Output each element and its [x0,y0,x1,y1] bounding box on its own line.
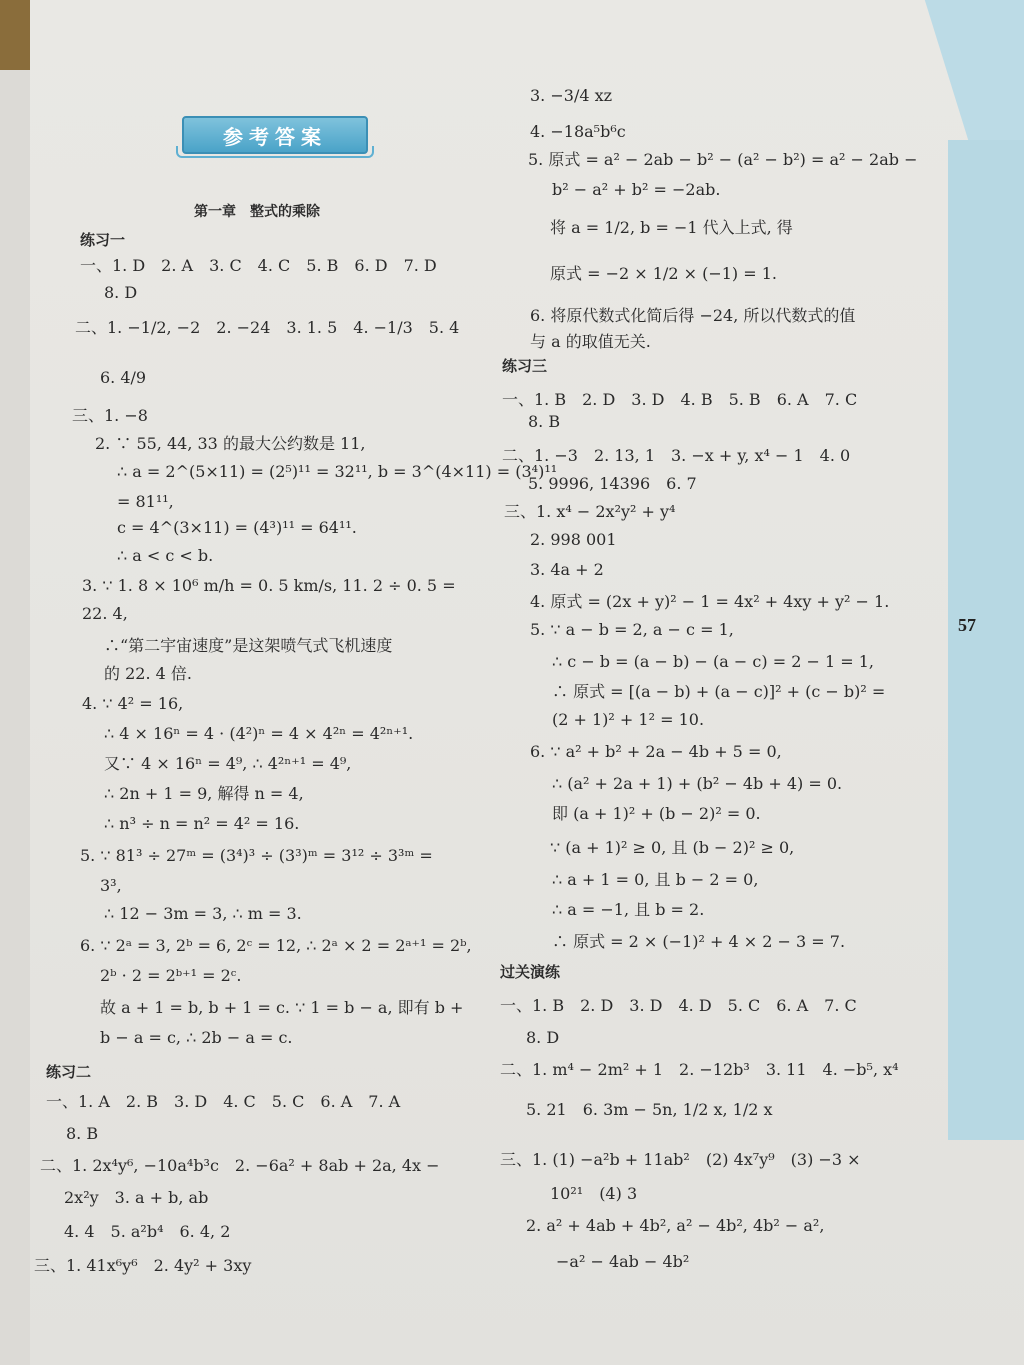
left-answer-line: c = 4^(3×11) = (4³)¹¹ = 64¹¹. [117,518,357,537]
left-answer-line: ∴ a < c < b. [117,546,214,565]
right-answer-line: 即 (a + 1)² + (b − 2)² = 0. [552,804,761,823]
right-answer-line: 2. 998 001 [530,530,617,549]
right-answer-line: 5. 原式 = a² − 2ab − b² − (a² − b²) = a² − 2ab − [528,150,918,169]
right-answer-line: ∴ (a² + 2a + 1) + (b² − 4b + 4) = 0. [552,774,843,793]
left-section-heading: 练习一 [80,231,126,249]
right-answer-line: 8. B [528,412,561,431]
right-answer-line: 二、1. m⁴ − 2m² + 1 2. −12b³ 3. 11 4. −b⁵, x⁴ [500,1060,899,1079]
right-answer-line: 三、1. x⁴ − 2x²y² + y⁴ [504,502,676,521]
right-answer-line: 5. ∵ a − b = 2, a − c = 1, [530,620,734,639]
right-answer-line: 将 a = 1/2, b = −1 代入上式, 得 [550,218,793,237]
right-answer-line: ∴ 原式 = [(a − b) + (a − c)]² + (c − b)² = [552,682,886,701]
left-answer-line: ∴ 2n + 1 = 9, 解得 n = 4, [104,784,304,803]
right-answer-line: 与 a 的取值无关. [530,332,651,351]
left-answer-line: 2. ∵ 55, 44, 33 的最大公约数是 11, [95,434,366,453]
left-answer-line: b − a = c, ∴ 2b − a = c. [100,1028,293,1047]
left-answer-line: ∴ 12 − 3m = 3, ∴ m = 3. [104,904,302,923]
left-section-heading: 练习二 [46,1063,92,1081]
right-answer-line: ∵ (a + 1)² ≥ 0, 且 (b − 2)² ≥ 0, [550,838,795,857]
left-answer-line: 6. 4/9 [100,368,147,387]
left-answer-line: 8. D [104,283,138,302]
left-answer-line: 一、1. D 2. A 3. C 4. C 5. B 6. D 7. D [80,256,437,275]
left-answer-line: 8. B [66,1124,99,1143]
right-answer-line: 8. D [526,1028,560,1047]
left-answer-line: ∴ a = 2^(5×11) = (2⁵)¹¹ = 32¹¹, b = 3^(4×11) = (3⁴)¹¹ [117,462,558,481]
right-answer-line: 4. −18a⁵b⁶c [530,122,626,141]
right-answer-line: 原式 = −2 × 1/2 × (−1) = 1. [550,264,777,283]
left-answer-line: 故 a + 1 = b, b + 1 = c. ∵ 1 = b − a, 即有 b + [100,998,464,1017]
right-answer-line: 三、1. (1) −a²b + 11ab² (2) 4x⁷y⁹ (3) −3 × [500,1150,861,1169]
left-answer-line: = 81¹¹, [117,492,174,511]
page-number: 57 [958,615,976,635]
right-answer-line: 10²¹ (4) 3 [550,1184,638,1203]
left-answer-line: 5. ∵ 81³ ÷ 27ᵐ = (3⁴)³ ÷ (3³)ᵐ = 3¹² ÷ 3³ᵐ = [80,846,433,865]
right-section-heading: 过关演练 [500,963,561,981]
right-answer-line: 6. ∵ a² + b² + 2a − 4b + 5 = 0, [530,742,782,761]
right-answer-line: 一、1. B 2. D 3. D 4. B 5. B 6. A 7. C [502,390,858,409]
left-answer-line: 4. 4 5. a²b⁴ 6. 4, 2 [64,1222,231,1241]
left-answer-line: 3³, [100,876,122,895]
left-answer-line: 6. ∵ 2ᵃ = 3, 2ᵇ = 6, 2ᶜ = 12, ∴ 2ᵃ × 2 = 2ᵃ⁺¹ = 2ᵇ, [80,936,472,955]
side-margin-stripe [948,140,1024,1140]
right-answer-line: 3. 4a + 2 [530,560,604,579]
answer-key-banner: 参考答案 [182,116,368,154]
left-answer-line: 2ᵇ · 2 = 2ᵇ⁺¹ = 2ᶜ. [100,966,242,985]
right-answer-line: ∴ 原式 = 2 × (−1)² + 4 × 2 − 3 = 7. [552,932,846,951]
right-answer-line: 一、1. B 2. D 3. D 4. D 5. C 6. A 7. C [500,996,857,1015]
right-answer-line: (2 + 1)² + 1² = 10. [552,710,705,729]
right-answer-line: −a² − 4ab − 4b² [556,1252,690,1271]
right-answer-line: 6. 将原代数式化简后得 −24, 所以代数式的值 [530,306,856,325]
right-answer-line: ∴ c − b = (a − b) − (a − c) = 2 − 1 = 1, [552,652,874,671]
left-answer-line: ∴ n³ ÷ n = n² = 4² = 16. [104,814,300,833]
right-answer-line: 3. −3/4 xz [530,86,613,105]
left-answer-line: 的 22. 4 倍. [104,664,192,683]
left-answer-line: 二、1. −1/2, −2 2. −24 3. 1. 5 4. −1/3 5. 4 [75,318,460,337]
right-answer-line: ∴ a = −1, 且 b = 2. [552,900,705,919]
right-answer-line: 5. 21 6. 3m − 5n, 1/2 x, 1/2 x [526,1100,773,1119]
left-answer-line: 2x²y 3. a + b, ab [64,1188,209,1207]
right-answer-line: b² − a² + b² = −2ab. [552,180,721,199]
left-answer-line: 3. ∵ 1. 8 × 10⁶ m/h = 0. 5 km/s, 11. 2 ÷ 0. 5 = [82,576,456,595]
left-answer-line: 三、1. 41x⁶y⁶ 2. 4y² + 3xy [34,1256,252,1275]
right-answer-line: 4. 原式 = (2x + y)² − 1 = 4x² + 4xy + y² − 1. [530,592,890,611]
right-answer-line: ∴ a + 1 = 0, 且 b − 2 = 0, [552,870,759,889]
left-answer-line: 一、1. A 2. B 3. D 4. C 5. C 6. A 7. A [46,1092,401,1111]
left-answer-line: 三、1. −8 [72,406,148,425]
right-answer-line: 2. a² + 4ab + 4b², a² − 4b², 4b² − a², [526,1216,825,1235]
right-section-heading: 练习三 [502,357,548,375]
right-answer-line: 二、1. −3 2. 13, 1 3. −x + y, x⁴ − 1 4. 0 [502,446,851,465]
left-answer-line: ∴“第二宇宙速度”是这架喷气式飞机速度 [104,636,393,655]
chapter-title: 第一章 整式的乘除 [194,204,320,220]
right-answer-line: 5. 9996, 14396 6. 7 [528,474,697,493]
left-answer-line: 22. 4, [82,604,128,623]
left-answer-line: 4. ∵ 4² = 16, [82,694,184,713]
left-answer-line: 二、1. 2x⁴y⁶, −10a⁴b³c 2. −6a² + 8ab + 2a, 4x − [40,1156,440,1175]
left-answer-line: 又∵ 4 × 16ⁿ = 4⁹, ∴ 4²ⁿ⁺¹ = 4⁹, [104,754,352,773]
banner-underline [176,146,374,158]
left-answer-line: ∴ 4 × 16ⁿ = 4 · (4²)ⁿ = 4 × 4²ⁿ = 4²ⁿ⁺¹. [104,724,414,743]
